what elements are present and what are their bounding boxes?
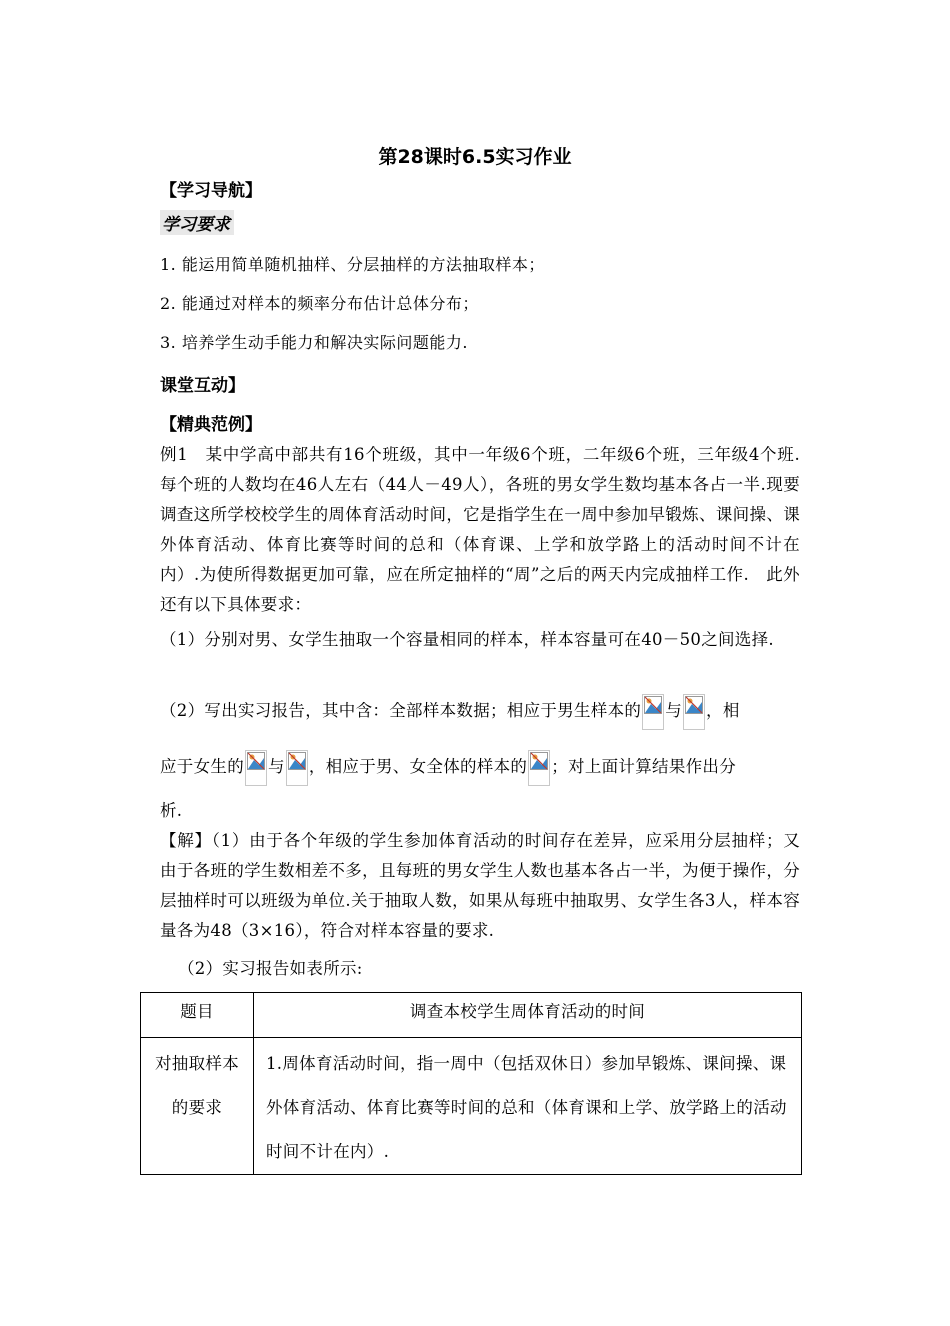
- broken-image-icon: [286, 750, 308, 786]
- table-cell-label: 对抽取样本的要求: [141, 1038, 254, 1175]
- table-cell-value: 1.周体育活动时间，指一周中（包括双休日）参加早锻炼、课间操、课外体育活动、体育比赛等时间的总和（体育课和上学、放学路上的活动时间不计在内）.: [254, 1038, 802, 1175]
- requirement-2-line-3: 析.: [160, 801, 183, 820]
- requirement-2-text-b: 与: [665, 701, 683, 720]
- report-table: [140, 992, 802, 1175]
- requirement-item-3: 3. 培养学生动手能力和解决实际问题能力.: [160, 333, 468, 352]
- requirement-2-text-f: ，相应于男、女全体的样本的: [308, 757, 528, 776]
- requirement-2-text-g: ；对上面计算结果作出分: [551, 757, 737, 776]
- broken-image-icon: [245, 750, 267, 786]
- solution-1-text: 【解】（1）由于各个年级的学生参加体育活动的时间存在差异，应采用分层抽样；又由于各班的学生数相差不多，且每班的男女学生人数也基本各占一半，为便于操作，分层抽样时可以班级为单位.关于抽取人数，如果从每班中抽取男、女学生各3人，样本容量各为48（3×16），符合对样本容量的要求.: [160, 831, 800, 940]
- requirement-item-1: 1. 能运用简单随机抽样、分层抽样的方法抽取样本；: [160, 255, 545, 274]
- section-class-heading: 课堂互动】: [160, 376, 245, 396]
- requirement-2-line-1: [160, 694, 740, 730]
- requirement-2-text-c: ，相: [706, 701, 740, 720]
- broken-image-icon: [642, 694, 664, 730]
- table-cell-value: 调查本校学生周体育活动的时间: [254, 993, 802, 1038]
- requirement-2-text-a: （2）写出实习报告，其中含：全部样本数据；相应于男生样本的: [160, 701, 642, 720]
- broken-image-icon: [528, 750, 550, 786]
- requirement-item-2: 2. 能通过对样本的频率分布估计总体分布；: [160, 294, 479, 313]
- requirement-2-text-d: 应于女生的: [160, 757, 244, 776]
- section-example-heading: 【精典范例】: [160, 415, 262, 435]
- table-row: [141, 1038, 802, 1175]
- broken-image-icon: [683, 694, 705, 730]
- requirement-1-text: （1）分别对男、女学生抽取一个容量相同的样本，样本容量可在40－50之间选择.: [160, 630, 774, 649]
- solution-2-text: （2）实习报告如表所示:: [178, 959, 363, 978]
- section-nav-heading: 【学习导航】: [160, 181, 262, 201]
- table-cell-label: 题目: [141, 993, 254, 1038]
- requirement-2-text-e: 与: [268, 757, 285, 776]
- page-title: 第28课时6.5实习作业: [378, 146, 572, 168]
- requirement-2-line-2: [160, 750, 736, 786]
- table-row: [141, 993, 802, 1038]
- section-requirements-heading: 学习要求: [160, 210, 234, 235]
- example-1-text: 例1 某中学高中部共有16个班级，其中一年级6个班，二年级6个班，三年级4个班.每个班的人数均在46人左右（44人－49人），各班的男女学生数均基本各占一半.现要调查这所学校校学生的周体育活动时间，它是指学生在一周中参加早锻炼、课间操、课外体育活动、体育比赛等时间的总和（体育课、上学和放学路上的活动时间不计在内）.为使所得数据更加可靠，应在所定抽样的“周”之后的两天内完成抽样工作. 此外还有以下具体要求：: [160, 445, 800, 614]
